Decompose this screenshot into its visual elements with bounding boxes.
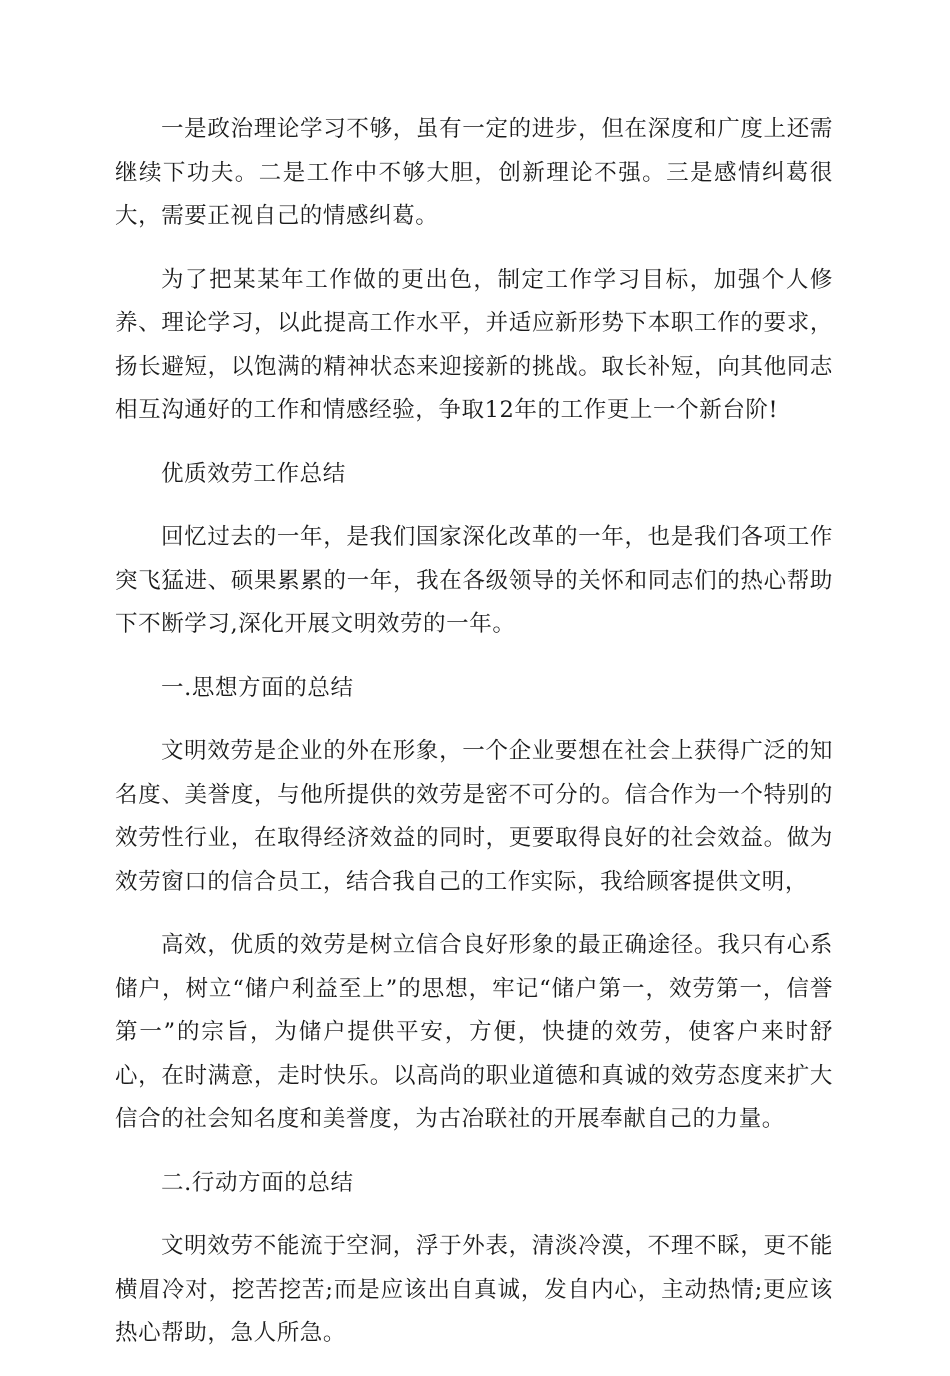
section-heading-action: 二.行动方面的总结 — [161, 1169, 354, 1196]
section-heading-thought: 一.思想方面的总结 — [161, 674, 354, 701]
paragraph-goals: 为了把某某年工作做的更出色，制定工作学习目标，加强个人修养、理论学习，以此提高工作水平，并适应新形势下本职工作的要求，扬长避短，以饱满的精神状态来迎接新的挑战。取长补短，向其他同志相互沟通好的工作和情感经验，争取12年的工作更上一个新台阶! — [115, 266, 833, 423]
paragraph-year-review: 回忆过去的一年，是我们国家深化改革的一年，也是我们各项工作突飞猛进、硕果累累的一年，我在各级领导的关怀和同志们的热心帮助下不断学习,深化开展文明效劳的一年。 — [115, 524, 833, 637]
paragraph-civil-service: 文明效劳是企业的外在形象，一个企业要想在社会上获得广泛的知名度、美誉度，与他所提供的效劳是密不可分的。信合作为一个特别的效劳性行业，在取得经济效益的同时，更要取得良好的社会效益。做为效劳窗口的信合员工，结合我自己的工作实际，我给顾客提供文明， — [115, 738, 833, 895]
paragraph-action: 文明效劳不能流于空洞，浮于外表，清淡冷漠，不理不睬，更不能横眉冷对，挖苦挖苦;而是应该出自真诚，发自内心，主动热情;更应该热心帮助，急人所急。 — [115, 1233, 833, 1346]
document-body — [115, 108, 833, 1376]
paragraph-efficient-service: 高效，优质的效劳是树立信合良好形象的最正确途径。我只有心系储户，树立“储户利益至上”的思想，牢记“储户第一，效劳第一，信誉第一”的宗旨，为储户提供平安，方便，快捷的效劳，使客户来时舒心，在时满意，走时快乐。以高尚的职业道德和真诚的效劳态度来扩大信合的社会知名度和美誉度，为古冶联社的开展奉献自己的力量。 — [115, 932, 833, 1132]
section-heading-service-summary: 优质效劳工作总结 — [161, 460, 346, 487]
paragraph-shortcomings: 一是政治理论学习不够，虽有一定的进步，但在深度和广度上还需继续下功夫。二是工作中不够大胆，创新理论不强。三是感情纠葛很大，需要正视自己的情感纠葛。 — [115, 116, 833, 229]
